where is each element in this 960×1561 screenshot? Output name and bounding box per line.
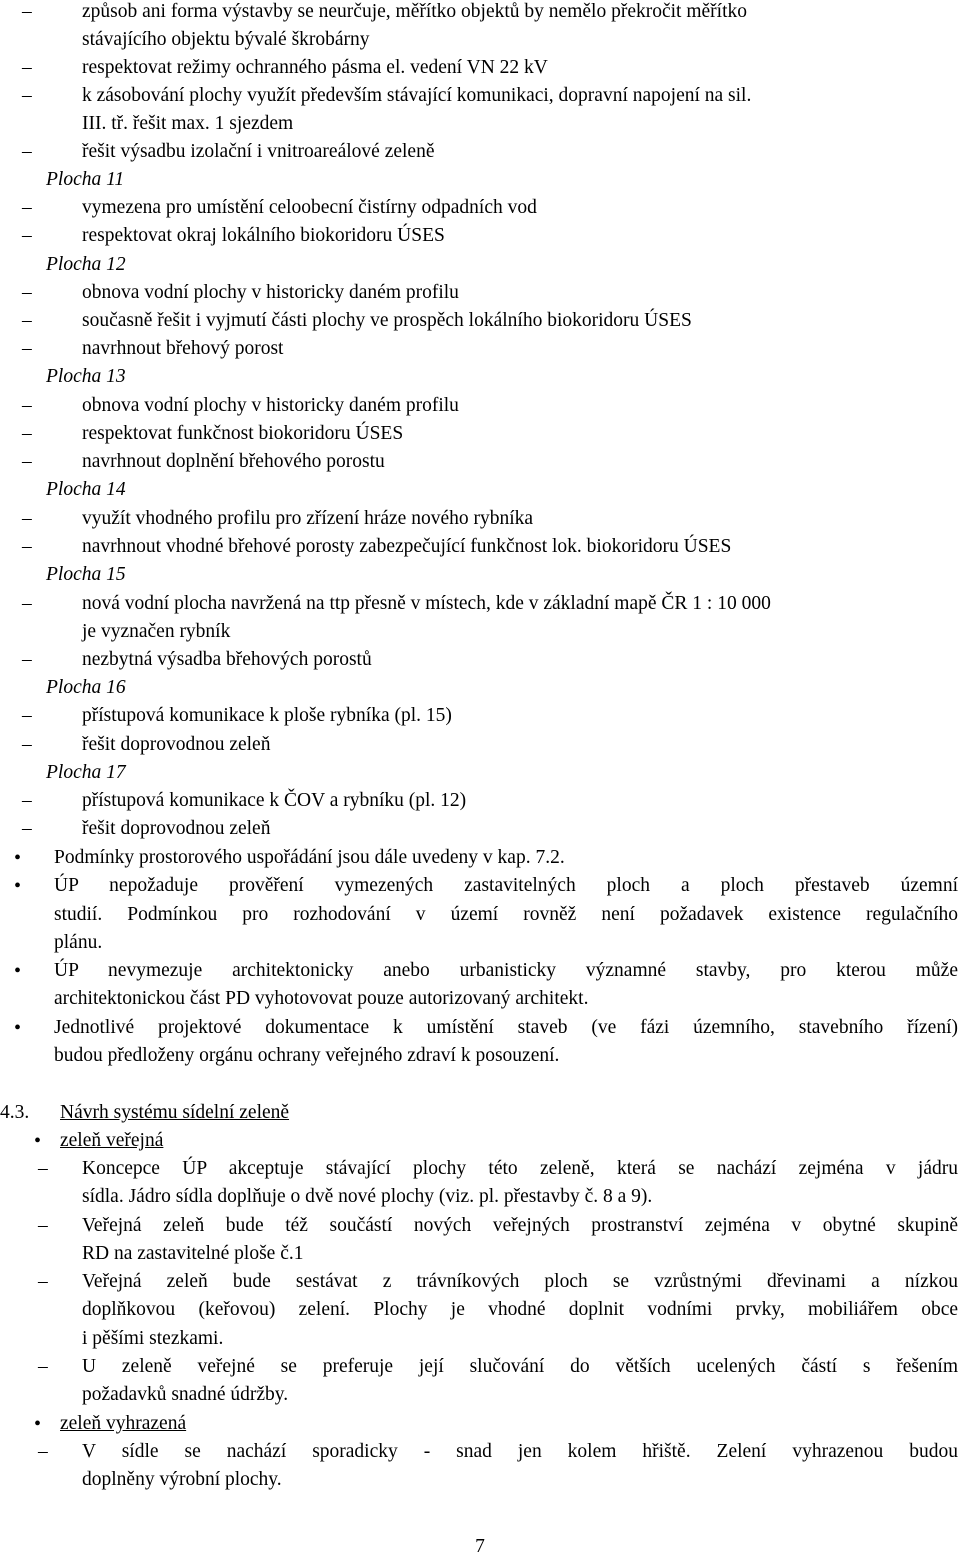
list-item-text: RD na zastavitelné ploše č.1: [82, 1243, 304, 1264]
dash-marker: –: [22, 818, 32, 839]
bullet-marker: •: [34, 1413, 42, 1435]
bullet-text: plánu.: [54, 932, 103, 953]
bullet-text: ÚP nepožaduje prověření vymezených zastavitelných ploch a ploch přestaveb územní: [54, 875, 958, 896]
dash-marker: –: [38, 1158, 48, 1179]
list-item-text: Veřejná zeleň bude též součástí nových veřejných prostranství zejména v obytné skupině: [82, 1215, 958, 1236]
list-item-text: respektovat režimy ochranného pásma el. vedení VN 22 kV: [82, 57, 548, 78]
dash-marker: –: [22, 85, 32, 106]
dash-marker: –: [22, 1, 32, 22]
list-item-text: nezbytná výsadba břehových porostů: [82, 649, 372, 670]
list-item-text: přístupová komunikace k ploše rybníka (pl. 15): [82, 705, 452, 726]
bullet-marker: •: [14, 960, 22, 982]
list-item-text: stávajícího objektu bývalé škrobárny: [82, 29, 370, 50]
heading-text: Plocha 16: [46, 677, 126, 698]
dash-marker: –: [22, 423, 32, 444]
list-item-text: respektovat okraj lokálního biokoridoru ÚSES: [82, 225, 445, 246]
list-item-text: současně řešit i vyjmutí části plochy ve prospěch lokálního biokoridoru ÚSES: [82, 310, 692, 331]
dash-marker: –: [22, 310, 32, 331]
list-item-text: řešit doprovodnou zeleň: [82, 734, 271, 755]
heading-text: Plocha 12: [46, 254, 126, 275]
heading-text: Plocha 17: [46, 762, 126, 783]
dash-marker: –: [38, 1356, 48, 1377]
subsection-title: zeleň veřejná: [60, 1130, 164, 1151]
dash-marker: –: [22, 282, 32, 303]
list-item-text: U zeleně veřejné se preferuje její slučování do větších ucelených částí s řešením: [82, 1356, 958, 1377]
dash-marker: –: [22, 395, 32, 416]
list-item-text: navrhnout doplnění břehového porostu: [82, 451, 385, 472]
bullet-text: Podmínky prostorového uspořádání jsou dále uvedeny v kap. 7.2.: [54, 847, 565, 868]
list-item-text: vymezena pro umístění celoobecní čistírny odpadních vod: [82, 197, 537, 218]
bullet-marker: •: [14, 875, 22, 897]
list-item-text: Koncepce ÚP akceptuje stávající plochy této zeleně, která se nachází zejména v jádru: [82, 1158, 958, 1179]
bullet-text: budou předloženy orgánu ochrany veřejného zdraví k posouzení.: [54, 1045, 560, 1066]
list-item-text: navrhnout břehový porost: [82, 338, 284, 359]
bullet-text: architektonickou část PD vyhotovovat pouze autorizovaný architekt.: [54, 988, 589, 1009]
bullet-marker: •: [34, 1130, 42, 1152]
dash-marker: –: [22, 734, 32, 755]
list-item-text: k zásobování plochy využít především stávající komunikaci, dopravní napojení na sil.: [82, 85, 752, 106]
bullet-marker: •: [14, 847, 22, 869]
list-item-text: využít vhodného profilu pro zřízení hráze nového rybníka: [82, 508, 534, 529]
dash-marker: –: [22, 197, 32, 218]
list-item-text: sídla. Jádro sídla doplňuje o dvě nové plochy (viz. pl. přestavby č. 8 a 9).: [82, 1186, 653, 1207]
list-item-text: navrhnout vhodné břehové porosty zabezpečující funkčnost lok. biokoridoru ÚSES: [82, 536, 732, 557]
list-item-text: řešit doprovodnou zeleň: [82, 818, 271, 839]
bullet-text: studií. Podmínkou pro rozhodování v území rovněž není požadavek existence regulačního: [54, 904, 958, 925]
section-number: 4.3.: [0, 1102, 30, 1123]
dash-marker: –: [38, 1441, 48, 1462]
bullet-text: ÚP nevymezuje architektonicky anebo urbanisticky významné stavby, pro kterou může: [54, 960, 958, 981]
subsection-title: zeleň vyhrazená: [60, 1413, 187, 1434]
heading-text: Plocha 15: [46, 564, 126, 585]
list-item-text: požadavků snadné údržby.: [82, 1384, 289, 1405]
dash-marker: –: [22, 705, 32, 726]
list-item-text: způsob ani forma výstavby se neurčuje, měřítko objektů by nemělo překročit měřítko: [82, 1, 747, 22]
list-item-text: obnova vodní plochy v historicky daném profilu: [82, 395, 459, 416]
heading-text: Plocha 11: [46, 169, 125, 190]
list-item-text: je vyznačen rybník: [82, 621, 231, 642]
dash-marker: –: [22, 508, 32, 529]
list-item-text: V sídle se nachází sporadicky - snad jen kolem hřiště. Zelení vyhrazenou budou: [82, 1441, 958, 1462]
list-item-text: doplněny výrobní plochy.: [82, 1469, 282, 1490]
dash-marker: –: [22, 57, 32, 78]
dash-marker: –: [22, 451, 32, 472]
dash-marker: –: [22, 536, 32, 557]
list-item-text: doplňkovou (keřovou) zelení. Plochy je vhodné doplnit vodními prvky, mobiliářem obce: [82, 1299, 958, 1320]
dash-marker: –: [38, 1215, 48, 1236]
dash-marker: –: [38, 1271, 48, 1292]
dash-marker: –: [22, 790, 32, 811]
list-item-text: Veřejná zeleň bude sestávat z trávníkových ploch se vzrůstnými dřevinami a nízkou: [82, 1271, 958, 1292]
list-item-text: přístupová komunikace k ČOV a rybníku (pl. 12): [82, 790, 467, 811]
dash-marker: –: [22, 141, 32, 162]
dash-marker: –: [22, 593, 32, 614]
heading-text: Plocha 13: [46, 366, 126, 387]
heading-text: Plocha 14: [46, 479, 126, 500]
bullet-marker: •: [14, 1017, 22, 1039]
bullet-text: Jednotlivé projektové dokumentace k umístění staveb (ve fázi územního, stavebního řízení): [54, 1017, 958, 1038]
list-item-text: obnova vodní plochy v historicky daném profilu: [82, 282, 459, 303]
page-number: 7: [475, 1536, 485, 1557]
list-item-text: nová vodní plocha navržená na ttp přesně v místech, kde v základní mapě ČR 1 : 10 000: [82, 593, 771, 614]
dash-marker: –: [22, 225, 32, 246]
list-item-text: respektovat funkčnost biokoridoru ÚSES: [82, 423, 404, 444]
list-item-text: III. tř. řešit max. 1 sjezdem: [82, 113, 294, 134]
list-item-text: řešit výsadbu izolační i vnitroareálové zeleně: [82, 141, 435, 162]
dash-marker: –: [22, 649, 32, 670]
section-title: Návrh systému sídelní zeleně: [60, 1102, 290, 1123]
dash-marker: –: [22, 338, 32, 359]
list-item-text: i pěšími stezkami.: [82, 1328, 224, 1349]
